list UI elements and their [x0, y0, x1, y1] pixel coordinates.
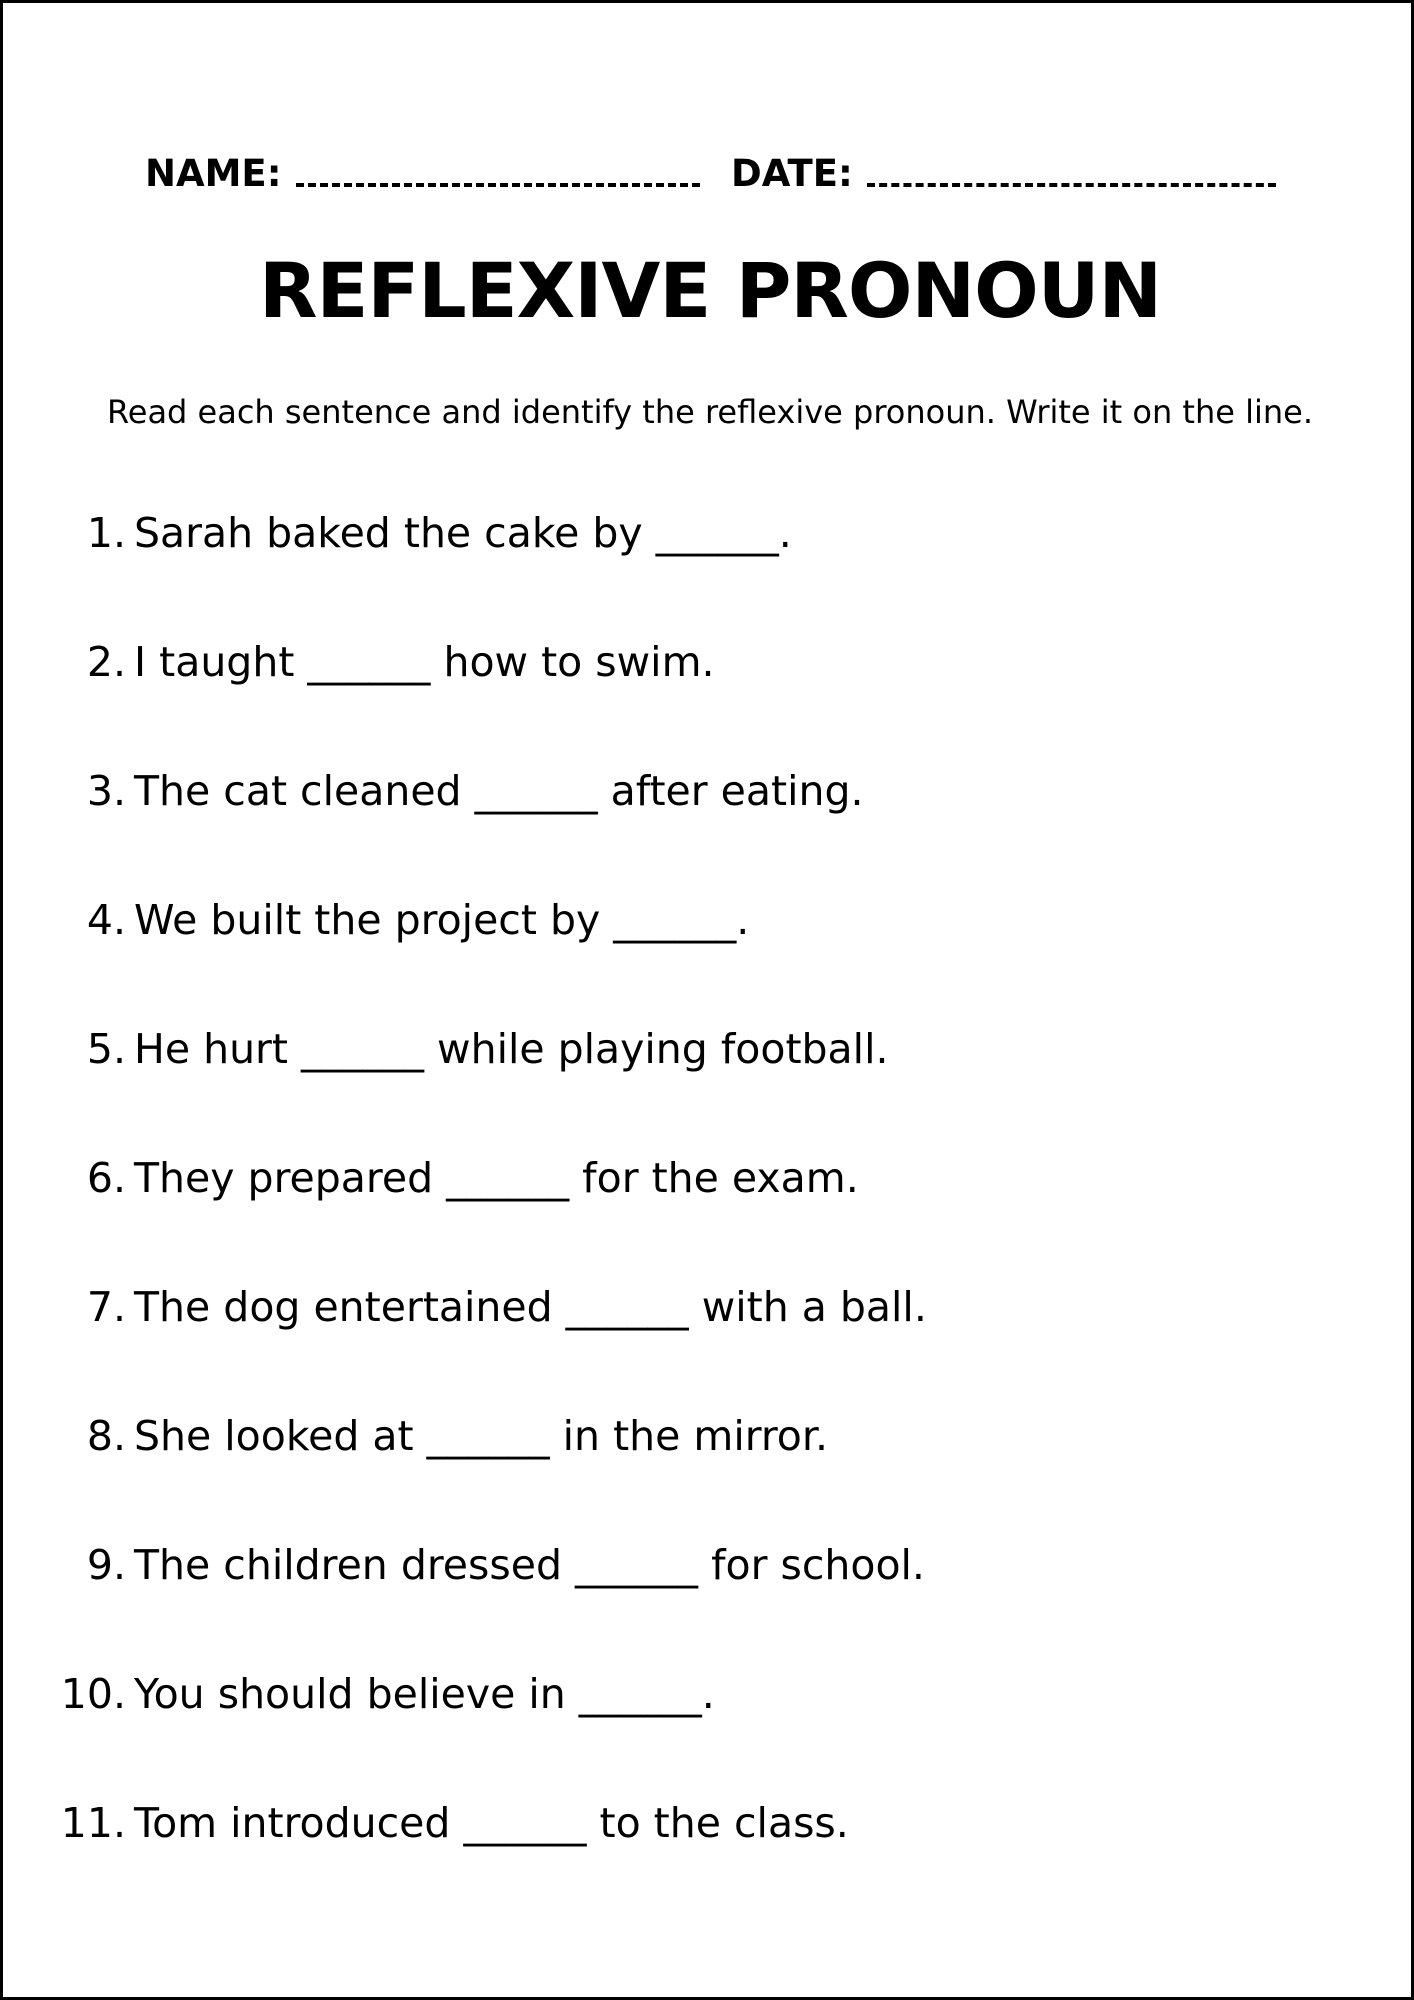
question-item [58, 1664, 1358, 1724]
question-text: The cat cleaned ______ after eating. [134, 767, 864, 815]
question-number: 11. [60, 1799, 126, 1847]
question-text: Sarah baked the cake by ______. [134, 509, 792, 557]
question-item [58, 1277, 1358, 1337]
name-blank-line[interactable] [296, 183, 701, 187]
question-text: They prepared ______ for the exam. [134, 1154, 859, 1202]
question-item [58, 1019, 1358, 1079]
date-blank-line[interactable] [867, 183, 1276, 187]
question-number: 1. [86, 509, 126, 557]
question-item [58, 761, 1358, 821]
question-item [58, 632, 1358, 692]
question-number: 10. [60, 1670, 126, 1718]
question-number: 3. [86, 767, 126, 815]
question-item [58, 1535, 1358, 1595]
question-item [58, 1148, 1358, 1208]
question-number: 9. [86, 1541, 126, 1589]
question-number: 7. [86, 1283, 126, 1331]
question-item [58, 890, 1358, 950]
question-text: She looked at ______ in the mirror. [134, 1412, 829, 1460]
question-number: 5. [86, 1025, 126, 1073]
question-text: I taught ______ how to swim. [134, 638, 715, 686]
instruction-text: Read each sentence and identify the reflexive pronoun. Write it on the line. [106, 393, 1314, 431]
name-label: NAME: [145, 152, 282, 195]
question-item [58, 503, 1358, 563]
question-item [58, 1406, 1358, 1466]
student-info-header [145, 149, 1275, 199]
date-field [731, 149, 1276, 199]
question-text: Tom introduced ______ to the class. [134, 1799, 849, 1847]
question-text: The dog entertained ______ with a ball. [134, 1283, 927, 1331]
question-number: 4. [86, 896, 126, 944]
question-number: 6. [86, 1154, 126, 1202]
question-text: He hurt ______ while playing football. [134, 1025, 889, 1073]
question-text: The children dressed ______ for school. [134, 1541, 925, 1589]
question-text: We built the project by ______. [134, 896, 750, 944]
question-number: 2. [86, 638, 126, 686]
worksheet-title: REFLEXIVE PRONOUN [258, 246, 1162, 335]
date-label: DATE: [731, 152, 853, 195]
question-item [58, 1793, 1358, 1853]
question-number: 8. [86, 1412, 126, 1460]
name-field [145, 149, 700, 199]
question-text: You should believe in ______. [134, 1670, 715, 1718]
